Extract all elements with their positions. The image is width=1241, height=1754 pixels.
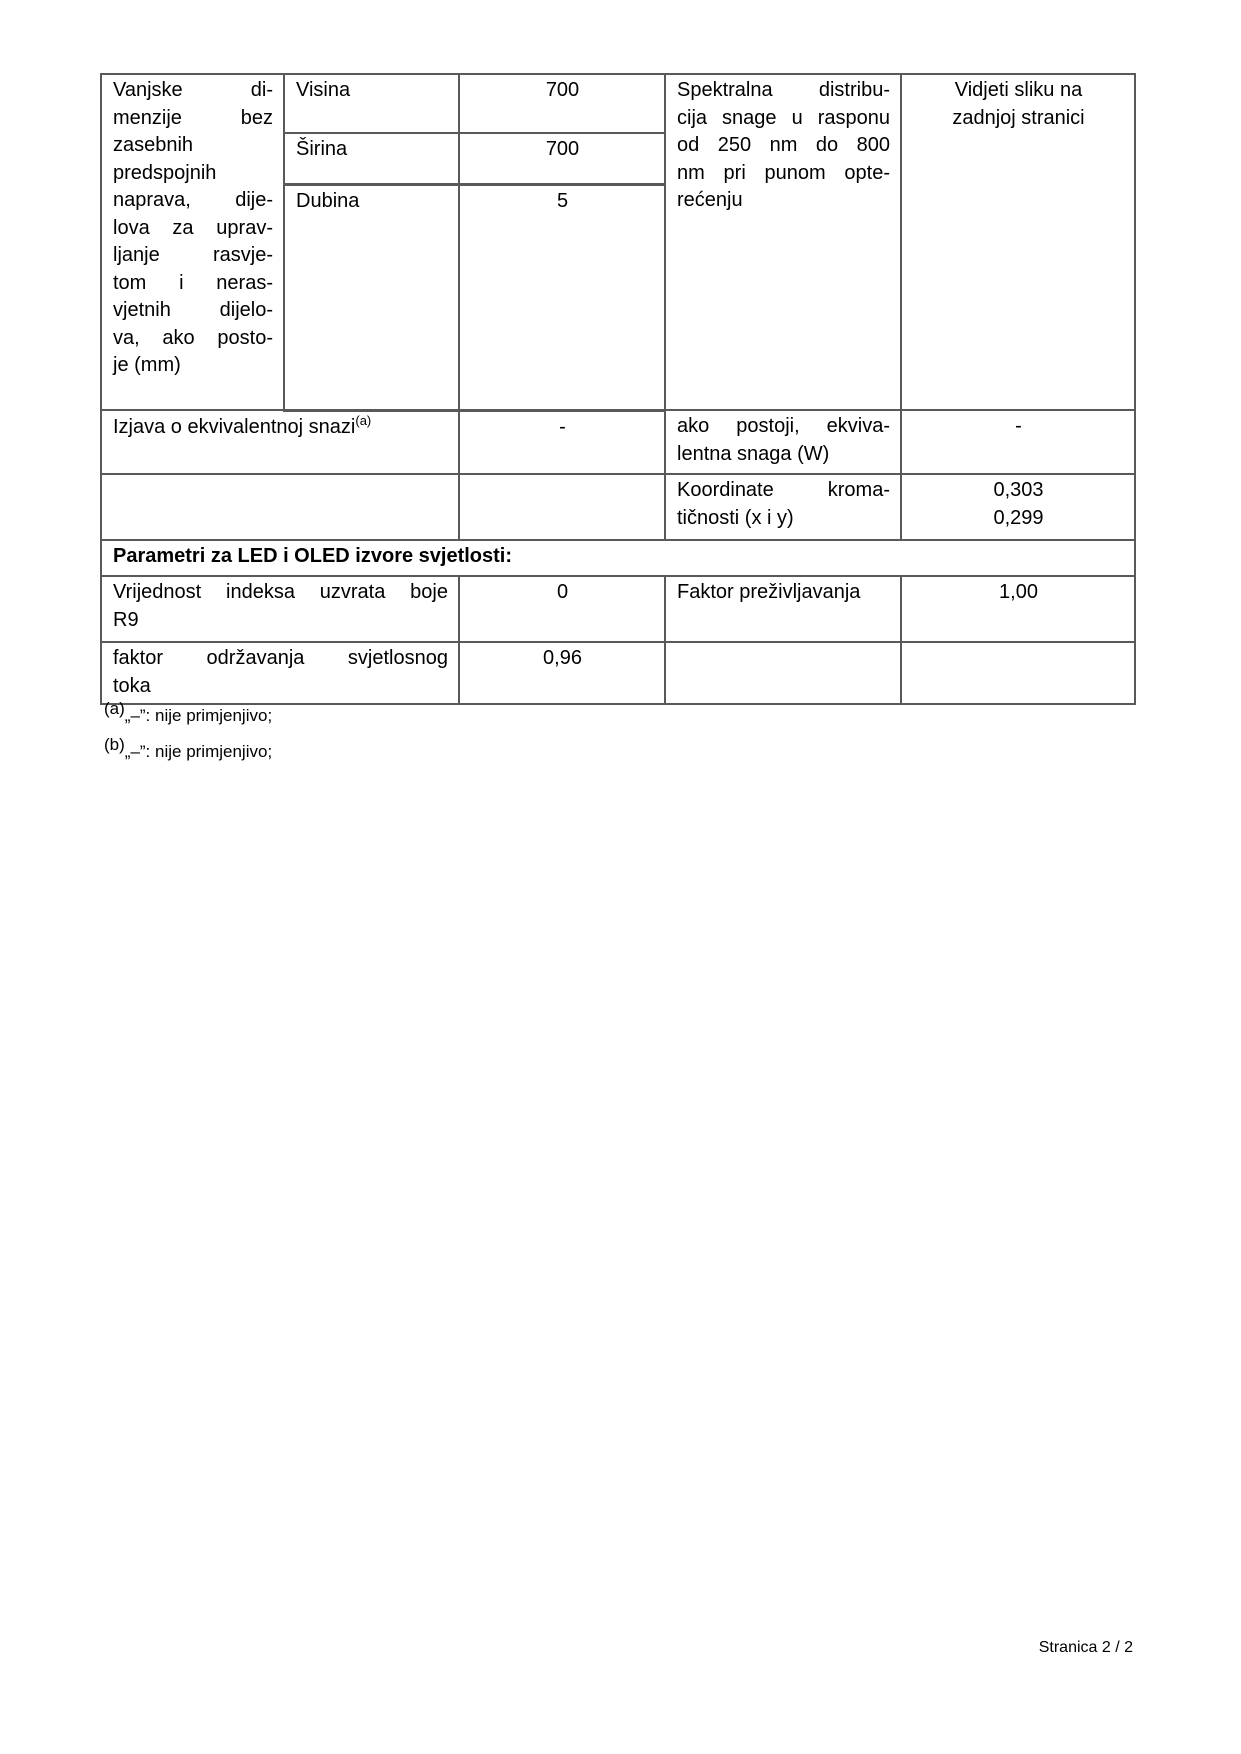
cell-chromaticity-empty-label (101, 474, 459, 540)
cell-visina-value: 700 (459, 74, 665, 133)
cell-dubina-label: Dubina (284, 184, 459, 410)
cell-r9-value: 0 (459, 576, 665, 642)
cell-dimensions-label: Vanjske di- menzije bez zasebnih predspojnih naprava, dije- lova za uprav- ljanje rasvje- tom i neras- vjetnih dijelo- va, ako posto- je (mm) (101, 74, 284, 410)
cell-equivalent-power-right-value: - (901, 410, 1135, 474)
cell-chromaticity-value: 0,303 0,299 (901, 474, 1135, 540)
equivalent-power-label-text: Izjava o ekvivalentnoj snazi (113, 415, 356, 438)
cell-chromaticity-empty-value (459, 474, 665, 540)
footnote-b-marker: (b) (104, 735, 125, 754)
cell-spectral-label: Spektralna distribu- cija snage u rasponu od 250 nm do 800 nm pri punom opte- rećenju (665, 74, 901, 410)
cell-sirina-label: Širina (284, 133, 459, 184)
cell-dubina-value: 5 (459, 184, 665, 410)
cell-r9-label: Vrijednost indeksa uzvrata boje R9 (101, 576, 459, 642)
page-number: Stranica 2 / 2 (1038, 1639, 1133, 1656)
footnote-b-text: „–”: nije primjenjivo; (124, 742, 273, 761)
cell-survival-factor-value: 1,00 (901, 576, 1135, 642)
footnote-a (104, 699, 273, 727)
footnote-b (104, 735, 273, 763)
cell-equivalent-power-label (101, 410, 459, 474)
cell-visina-label: Visina (284, 74, 459, 133)
datasheet-table (100, 73, 1136, 705)
footnotes (104, 699, 273, 776)
cell-spectral-value: Vidjeti sliku na zadnjoj stranici (901, 74, 1135, 410)
cell-lumen-maintenance-right-label (665, 642, 901, 704)
footnote-a-text: „–”: nije primjenjivo; (124, 706, 273, 725)
led-parameters-header: Parametri za LED i OLED izvore svjetlosti: (101, 540, 1135, 576)
cell-equivalent-power-value: - (459, 410, 665, 474)
cell-chromaticity-label: Koordinate kroma- tičnosti (x i y) (665, 474, 901, 540)
cell-lumen-maintenance-label: faktor održavanja svjetlosnog toka (101, 642, 459, 704)
cell-survival-factor-label: Faktor preživljavanja (665, 576, 901, 642)
cell-lumen-maintenance-value: 0,96 (459, 642, 665, 704)
cell-equivalent-power-right-label: ako postoji, ekviva- lentna snaga (W) (665, 410, 901, 474)
equivalent-power-footnote-marker: (a) (355, 412, 372, 428)
cell-lumen-maintenance-right-value (901, 642, 1135, 704)
footnote-a-marker: (a) (104, 699, 125, 718)
cell-sirina-value: 700 (459, 133, 665, 184)
